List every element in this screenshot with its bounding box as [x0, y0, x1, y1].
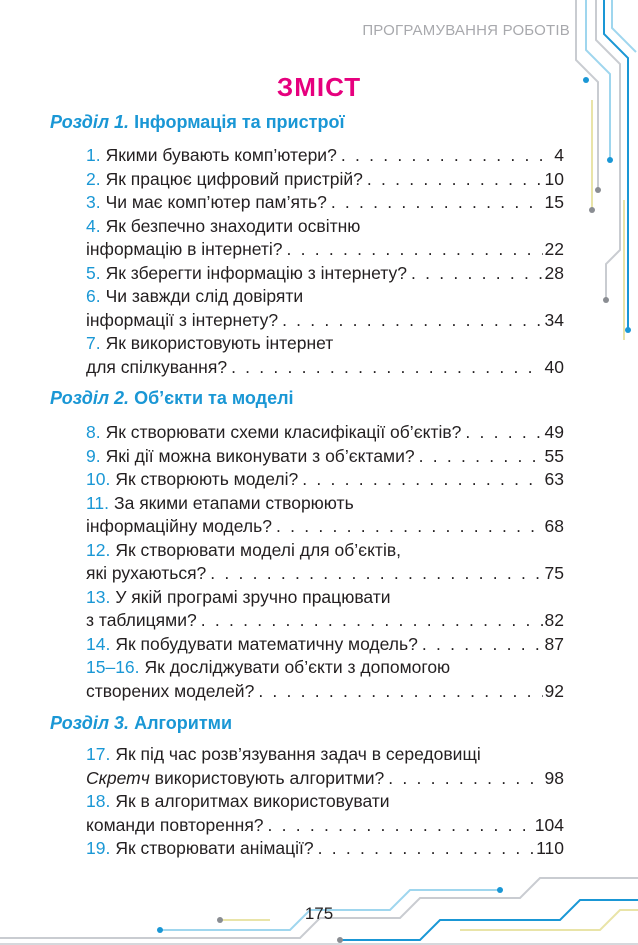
toc-entry-line[interactable] — [86, 285, 564, 309]
toc-entry-line[interactable] — [86, 609, 564, 633]
page-ref: 104 — [534, 814, 564, 835]
toc-entry-line[interactable] — [86, 168, 564, 192]
lesson-number: 5. — [86, 262, 101, 283]
lesson-number: 7. — [86, 333, 101, 353]
section-heading — [50, 388, 294, 409]
toc-entry-line[interactable] — [86, 238, 564, 262]
lesson-title: Як під час розв’язування задач в середовищі — [115, 744, 481, 764]
toc-entry-line[interactable] — [86, 468, 564, 492]
lesson-title: інформацію в інтернеті? — [86, 239, 283, 259]
lesson-title: Як створювати моделі для об’єктів, — [115, 539, 401, 560]
leader-dots — [283, 238, 543, 262]
section-label: Розділ 2. — [50, 388, 130, 408]
toc-entry-line[interactable] — [86, 309, 564, 333]
leader-dots — [227, 356, 542, 380]
toc-entry-line[interactable] — [86, 633, 564, 657]
lesson-title: Як створюють моделі? — [115, 469, 299, 489]
lesson-title: інформаційну модель? — [86, 516, 272, 536]
toc-entry-line[interactable] — [86, 656, 564, 680]
toc-entry-line[interactable] — [86, 215, 564, 239]
lesson-number: 12. — [86, 539, 111, 560]
toc-entry-line[interactable] — [86, 332, 564, 356]
toc-entry-line[interactable] — [86, 562, 564, 586]
leader-dots — [418, 633, 543, 657]
lesson-title: Які дії можна виконувати з об’єктами? — [105, 445, 415, 466]
toc-entry-line[interactable] — [86, 421, 564, 445]
leader-dots — [415, 445, 543, 469]
leader-dots — [254, 680, 542, 704]
lesson-title: Як створювати анімації? — [115, 838, 314, 858]
lesson-title: Як побудувати математичну модель? — [115, 633, 418, 654]
lesson-number: 8. — [86, 422, 101, 442]
section-entries — [86, 421, 564, 703]
lesson-title: Як створювати схеми класифікації об’єктів? — [105, 422, 462, 442]
page-ref: 82 — [544, 610, 564, 630]
lesson-number: 19. — [86, 838, 111, 858]
lesson-title: Скретч використовують алгоритми? — [86, 767, 385, 788]
toc-entry-line[interactable] — [86, 586, 564, 610]
lesson-title: Якими бувають комп’ютери? — [105, 145, 337, 165]
page-ref: 4 — [554, 145, 564, 165]
lesson-title: Чи має комп’ютер пам’ять? — [105, 192, 327, 212]
page-ref: 110 — [536, 838, 564, 858]
page-ref: 15 — [544, 192, 564, 212]
leader-dots — [314, 837, 534, 861]
lesson-title: Як працює цифровий пристрій? — [105, 168, 363, 189]
toc-entry-line[interactable] — [86, 262, 564, 286]
leader-dots — [264, 814, 533, 838]
leader-dots — [327, 191, 543, 215]
toc-entry-line[interactable] — [86, 445, 564, 469]
page-ref: 98 — [544, 767, 564, 788]
lesson-title: Як зберегти інформацію з інтернету? — [105, 262, 407, 283]
lesson-title: створених моделей? — [86, 680, 255, 701]
leader-dots — [337, 144, 552, 168]
lesson-number: 13. — [86, 586, 111, 607]
page-ref: 49 — [544, 422, 564, 442]
leader-dots — [197, 609, 543, 633]
toc-entry-line[interactable] — [86, 680, 564, 704]
page-title: ЗМІСТ — [276, 72, 362, 102]
page-ref: 92 — [544, 680, 564, 701]
page-ref: 68 — [544, 516, 564, 536]
leader-dots — [407, 262, 543, 286]
lesson-number: 1. — [86, 145, 101, 165]
lesson-number: 11. — [86, 492, 110, 513]
lesson-number: 6. — [86, 286, 101, 306]
leader-dots — [206, 562, 542, 586]
leader-dots — [278, 309, 542, 333]
toc-entry-line[interactable] — [86, 515, 564, 539]
section-name: Алгоритми — [129, 713, 233, 733]
leader-dots — [272, 515, 543, 539]
leader-dots — [461, 421, 542, 445]
running-header: ПРОГРАМУВАННЯ РОБОТІВ — [362, 22, 570, 39]
lesson-number: 2. — [86, 168, 101, 189]
toc-entry-line[interactable] — [86, 790, 564, 814]
lesson-number: 4. — [86, 215, 101, 236]
page-ref: 75 — [544, 563, 564, 583]
page-ref: 22 — [544, 239, 564, 259]
lesson-title: Як досліджувати об’єкти з допомогою — [144, 657, 451, 677]
lesson-number: 15–16. — [86, 657, 140, 677]
section-entries — [86, 743, 564, 861]
leader-dots — [298, 468, 542, 492]
lesson-title: команди повторення? — [86, 814, 264, 835]
toc-entry-line[interactable] — [86, 837, 564, 861]
lesson-title: з таблицями? — [86, 610, 197, 630]
leader-dots — [384, 767, 542, 791]
toc-entry-line[interactable] — [86, 356, 564, 380]
page-ref: 34 — [544, 309, 564, 330]
page-ref: 40 — [544, 356, 564, 377]
lesson-number: 3. — [86, 192, 101, 212]
lesson-title: для спілкування? — [86, 356, 228, 377]
section-label: Розділ 1. — [50, 112, 130, 132]
toc-entry-line[interactable] — [86, 767, 564, 791]
toc-entry-line[interactable] — [86, 492, 564, 516]
toc-entry-line[interactable] — [86, 743, 564, 767]
lesson-title: Як в алгоритмах використовувати — [115, 791, 390, 811]
section-name: Інформація та пристрої — [129, 112, 345, 132]
section-name: Об’єкти та моделі — [129, 388, 294, 408]
section-label: Розділ 3. — [50, 713, 130, 733]
section-entries — [86, 144, 564, 379]
section-heading — [50, 112, 345, 133]
page-ref: 63 — [544, 469, 564, 489]
page-ref: 28 — [544, 262, 564, 283]
lesson-number: 17. — [86, 744, 111, 764]
lesson-title: Як використовують інтернет — [105, 333, 334, 353]
lesson-title: За якими етапами створюють — [114, 492, 354, 513]
page-number: 175 — [304, 904, 334, 923]
lesson-number: 14. — [86, 633, 111, 654]
lesson-title: У якій програмі зручно працювати — [115, 586, 391, 607]
toc-entry-line[interactable] — [86, 814, 564, 838]
page-ref: 55 — [544, 445, 564, 466]
leader-dots — [363, 168, 543, 192]
toc-entry-line[interactable] — [86, 191, 564, 215]
lesson-title: які рухаються? — [86, 563, 207, 583]
toc-entry-line[interactable] — [86, 539, 564, 563]
lesson-number: 18. — [86, 791, 111, 811]
toc-entry-line[interactable] — [86, 144, 564, 168]
lesson-title: Як безпечно знаходити освітню — [105, 215, 361, 236]
lesson-title: Чи завжди слід довіряти — [105, 286, 304, 306]
page-ref: 10 — [544, 168, 564, 189]
lesson-title: інформації з інтернету? — [86, 309, 279, 330]
lesson-number: 9. — [86, 445, 101, 466]
page-ref: 87 — [544, 633, 564, 654]
section-heading — [50, 713, 232, 734]
lesson-number: 10. — [86, 469, 111, 489]
